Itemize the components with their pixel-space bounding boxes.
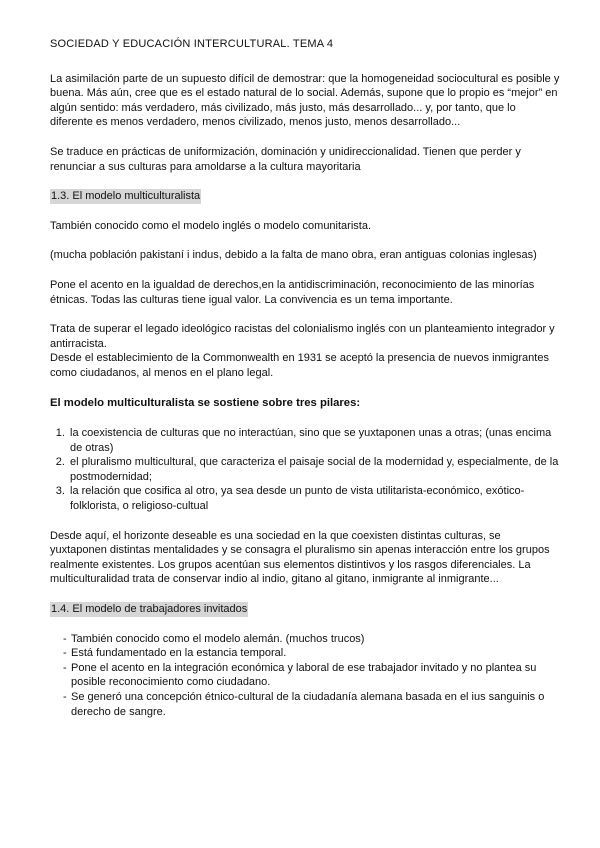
section13-paragraph-1: También conocido como el modelo inglés o modelo comunitarista. — [50, 219, 372, 232]
section13-paragraph-5: Desde aquí, el horizonte deseable es una sociedad en la que coexisten distintas culturas, se yuxtaponen distintas mentalidades y se consagra el pluralismo sin apenas interacción entre los grupos realmente existentes. Los grupos acentúan sus elementos distintivos y los rasgos diferenciales. La multiculturalidad trata de conservar indio al indio, gitano al gitano, inmigrante al inmigrante... — [50, 529, 550, 586]
list-item: - Pone el acento en la integración económica y laboral de ese trabajador invitado y no plantea su posible reconocimiento como ciudadano. — [63, 661, 560, 690]
pillar-item: 2. el pluralismo multicultural, que caracteriza el paisaje social de la modernidad y, especialmente, de la postmodernidad; — [68, 455, 560, 484]
pillars-list — [50, 426, 560, 514]
intro-paragraph-1: La asimilación parte de un supuesto difícil de demostrar: que la homogeneidad sociocultural es posible y buena. Más aún, cree que es el estado natural de lo social. Además, supone que lo propio es “mejor” en algún sentido: más verdadero, más civilizado, más justo, más desarrollado... y, por tanto, que lo diferente es menos verdadero, menos civilizado, menos justo, menos desarrollado... — [50, 72, 560, 129]
intro-paragraph-2: Se traduce en prácticas de uniformización, dominación y unidireccionalidad. Tienen que perder y renunciar a sus culturas para amoldarse a la cultura mayoritaria — [50, 145, 521, 173]
section13-paragraph-2: (mucha población pakistaní i indus, debido a la falta de mano obra, eran antiguas colonias inglesas) — [50, 249, 537, 262]
pillar-item: 1. la coexistencia de culturas que no interactúan, sino que se yuxtaponen unas a otras; (unas encima de otras) — [68, 426, 560, 455]
list-item: - Se generó una concepción étnico-cultural de la ciudadanía alemana basada en el ius sanguinis o derecho de sangre. — [63, 690, 560, 719]
section13-paragraph-4 — [50, 322, 560, 380]
list-item: - Está fundamentado en la estancia temporal. — [63, 646, 560, 661]
document-header: SOCIEDAD Y EDUCACIÓN INTERCULTURAL. TEMA 4 — [50, 38, 334, 50]
guest-workers-list — [50, 632, 560, 720]
pillars-title: El modelo multiculturalista se sostiene sobre tres pilares: — [50, 396, 361, 409]
section13-paragraph-3: Pone el acento en la igualdad de derechos,en la antidiscriminación, reconocimiento de las minorías étnicas. Todas las culturas tiene igual valor. La convivencia es un tema importante. — [50, 278, 535, 306]
section13-paragraph-4a: Trata de superar el legado ideológico racistas del colonialismo inglés con un planteamiento integrador y antirracista. — [50, 323, 555, 350]
section-heading-1-3: 1.3. El modelo multiculturalista — [51, 190, 201, 203]
section-heading-1-4: 1.4. El modelo de trabajadores invitados — [51, 603, 248, 616]
list-item: - También conocido como el modelo alemán. (muchos trucos) — [63, 632, 560, 647]
pillar-item: 3. la relación que cosifica al otro, ya sea desde un punto de vista utilitarista-económico, exótico-folklorista, o religioso-cultual — [68, 484, 560, 513]
section13-paragraph-4b: Desde el establecimiento de la Commonwealth en 1931 se aceptó la presencia de nuevos inmigrantes como ciudadanos, al menos en el plano legal. — [50, 352, 549, 379]
